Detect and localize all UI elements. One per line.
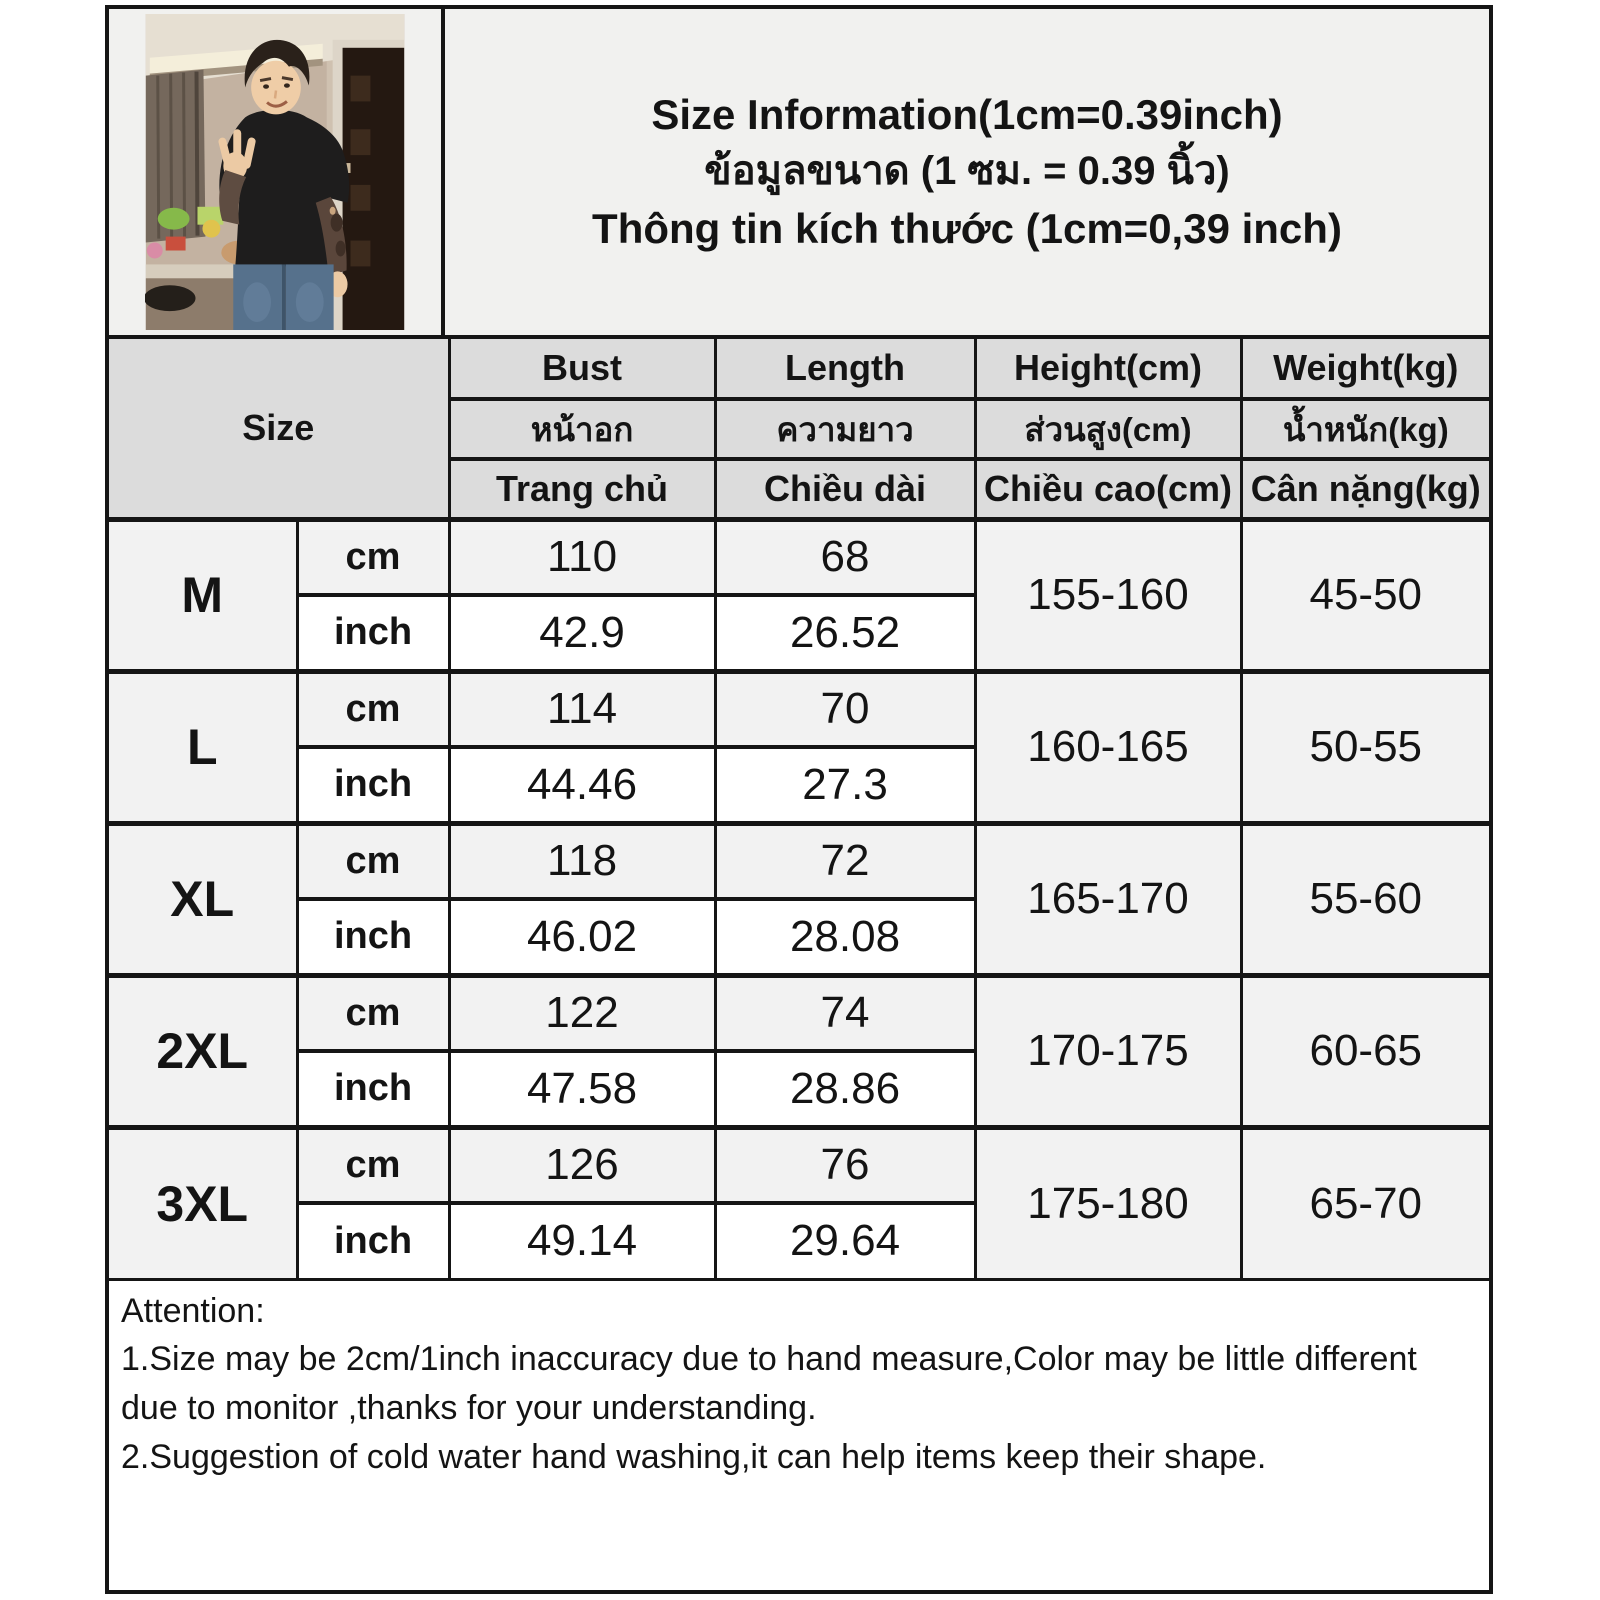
2xl-length-cm: 74 [715, 975, 975, 1051]
2xl-bust-cm: 122 [449, 975, 715, 1051]
col-length-en: Length [715, 339, 975, 399]
title-vietnamese: Thông tin kích thước (1cm=0,39 inch) [592, 204, 1342, 252]
unit-cm: cm [297, 975, 449, 1051]
attention-note-1: 1.Size may be 2cm/1inch inaccuracy due to hand measure,Color may be little different due to monitor ,thanks for your understanding. [121, 1340, 1417, 1428]
size-chart-panel [105, 5, 1493, 1594]
model-photo-illustration [145, 14, 405, 330]
m-length-inch: 26.52 [715, 595, 975, 671]
m-bust-cm: 110 [449, 519, 715, 595]
unit-inch: inch [297, 747, 449, 823]
unit-inch: inch [297, 1203, 449, 1279]
unit-inch: inch [297, 595, 449, 671]
title-english: Size Information(1cm=0.39inch) [651, 91, 1283, 139]
size-column-header: Size [109, 339, 449, 519]
xl-height-range: 165-170 [975, 823, 1241, 975]
m-bust-inch: 42.9 [449, 595, 715, 671]
table-row-m-cm [109, 519, 1489, 595]
col-bust-vi: Trang chủ [449, 459, 715, 519]
attention-notes [109, 1281, 1489, 1591]
2xl-length-inch: 28.86 [715, 1051, 975, 1127]
xl-weight-range: 55-60 [1241, 823, 1489, 975]
col-height-en: Height(cm) [975, 339, 1241, 399]
header-section [109, 9, 1489, 339]
attention-note-2: 2.Suggestion of cold water hand washing,it can help items keep their shape. [121, 1438, 1267, 1477]
xl-bust-inch: 46.02 [449, 899, 715, 975]
3xl-height-range: 175-180 [975, 1127, 1241, 1279]
unit-inch: inch [297, 1051, 449, 1127]
m-weight-range: 45-50 [1241, 519, 1489, 671]
col-weight-th: น้ำหนัก(kg) [1241, 399, 1489, 459]
m-height-range: 155-160 [975, 519, 1241, 671]
l-bust-cm: 114 [449, 671, 715, 747]
col-length-th: ความยาว [715, 399, 975, 459]
title-thai: ข้อมูลขนาด (1 ซม. = 0.39 นิ้ว) [704, 149, 1230, 194]
size-3xl-label: 3XL [109, 1127, 297, 1279]
2xl-height-range: 170-175 [975, 975, 1241, 1127]
col-bust-th: หน้าอก [449, 399, 715, 459]
table-row-xl-cm [109, 823, 1489, 899]
2xl-weight-range: 60-65 [1241, 975, 1489, 1127]
l-length-cm: 70 [715, 671, 975, 747]
header-row-en [109, 339, 1489, 399]
xl-length-cm: 72 [715, 823, 975, 899]
m-length-cm: 68 [715, 519, 975, 595]
attention-heading: Attention: [121, 1291, 265, 1330]
table-row-2xl-cm [109, 975, 1489, 1051]
col-weight-vi: Cân nặng(kg) [1241, 459, 1489, 519]
xl-length-inch: 28.08 [715, 899, 975, 975]
table-row-l-cm [109, 671, 1489, 747]
unit-cm: cm [297, 823, 449, 899]
size-2xl-label: 2XL [109, 975, 297, 1127]
l-height-range: 160-165 [975, 671, 1241, 823]
unit-cm: cm [297, 1127, 449, 1203]
size-xl-label: XL [109, 823, 297, 975]
col-bust-en: Bust [449, 339, 715, 399]
size-table [109, 339, 1489, 1281]
col-length-vi: Chiều dài [715, 459, 975, 519]
unit-inch: inch [297, 899, 449, 975]
l-bust-inch: 44.46 [449, 747, 715, 823]
size-l-label: L [109, 671, 297, 823]
col-weight-en: Weight(kg) [1241, 339, 1489, 399]
table-row-3xl-cm [109, 1127, 1489, 1203]
3xl-length-inch: 29.64 [715, 1203, 975, 1279]
2xl-bust-inch: 47.58 [449, 1051, 715, 1127]
xl-bust-cm: 118 [449, 823, 715, 899]
unit-cm: cm [297, 519, 449, 595]
unit-cm: cm [297, 671, 449, 747]
title-block [445, 9, 1489, 335]
size-m-label: M [109, 519, 297, 671]
3xl-weight-range: 65-70 [1241, 1127, 1489, 1279]
col-height-vi: Chiều cao(cm) [975, 459, 1241, 519]
3xl-bust-cm: 126 [449, 1127, 715, 1203]
col-height-th: ส่วนสูง(cm) [975, 399, 1241, 459]
l-weight-range: 50-55 [1241, 671, 1489, 823]
l-length-inch: 27.3 [715, 747, 975, 823]
model-photo [109, 9, 445, 335]
3xl-length-cm: 76 [715, 1127, 975, 1203]
3xl-bust-inch: 49.14 [449, 1203, 715, 1279]
